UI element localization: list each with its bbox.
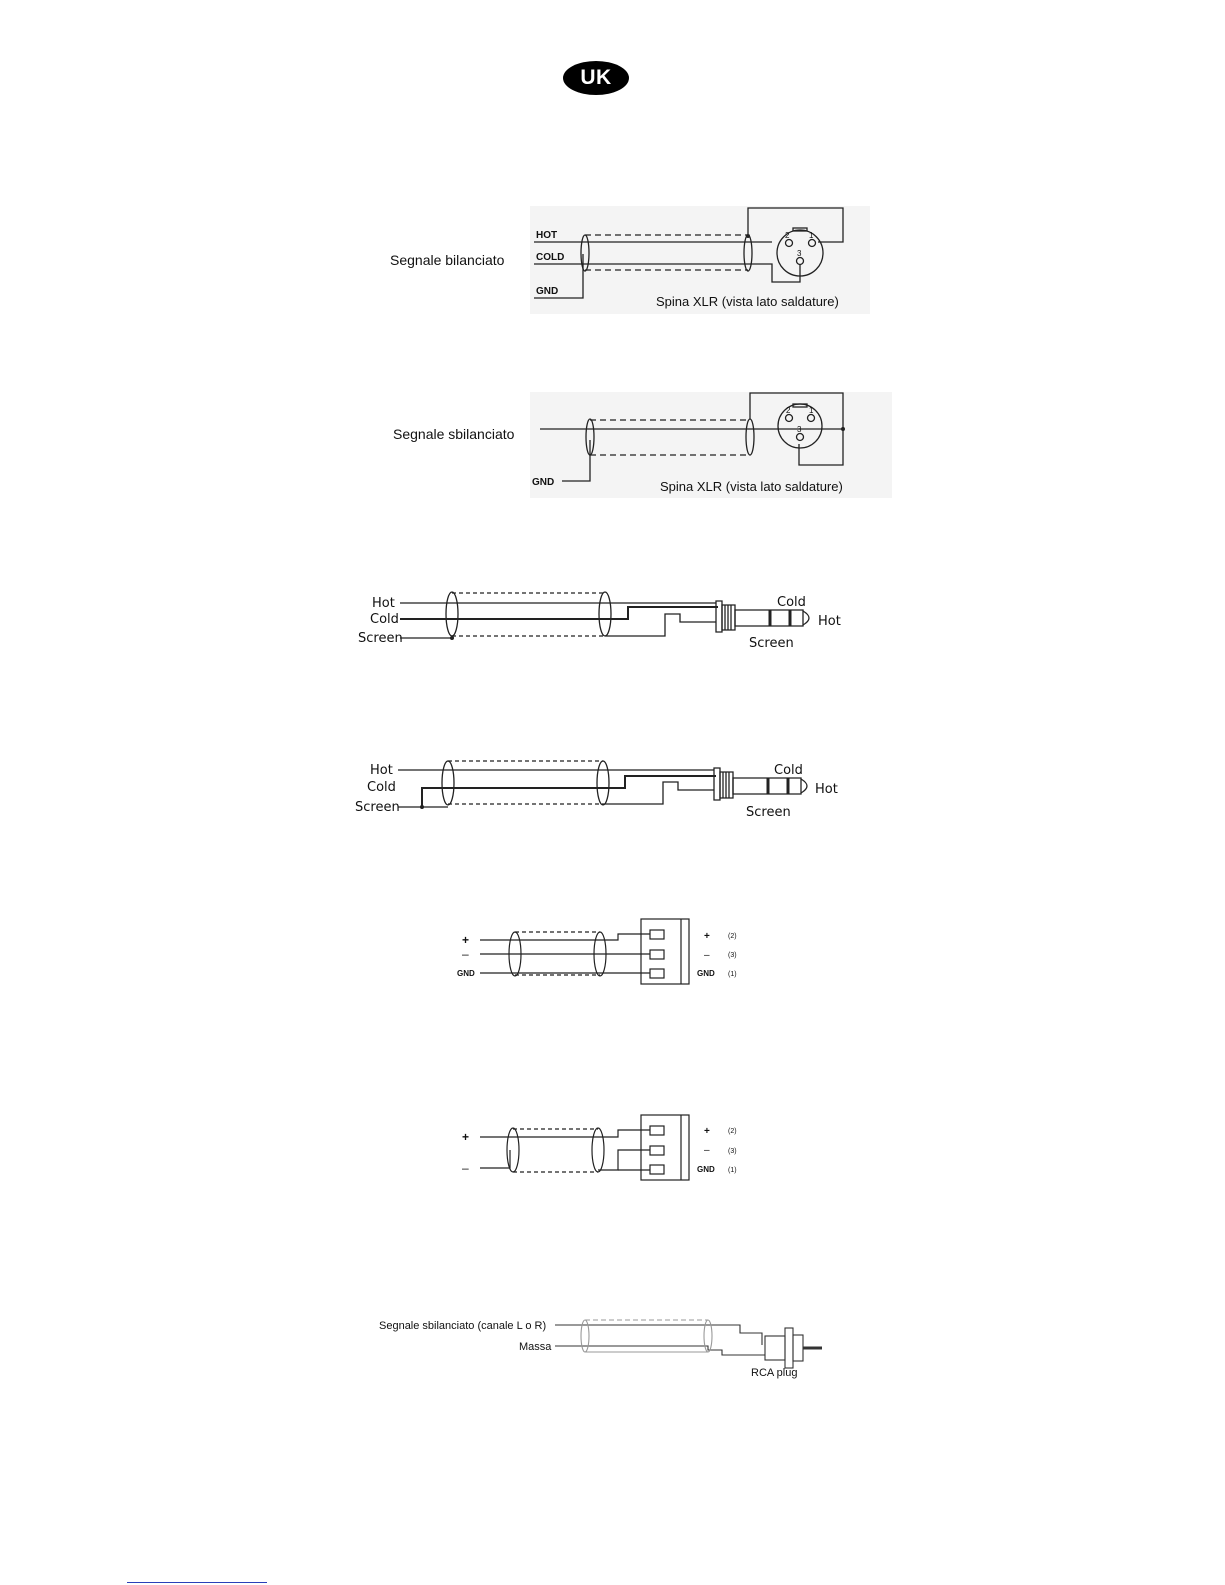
rca-plug-sleeve bbox=[793, 1335, 803, 1361]
t-n2-label: (2) bbox=[728, 933, 737, 940]
ujack-screen-label: Screen bbox=[355, 800, 400, 815]
ujack-cold-label: Cold bbox=[367, 780, 396, 795]
t-n1-label: (1) bbox=[728, 971, 737, 978]
rca-ground-label: Massa bbox=[519, 1341, 552, 1353]
rca-signal-wire bbox=[555, 1325, 762, 1345]
term-plus-label: + bbox=[462, 933, 470, 947]
ujack-hot-label: Hot bbox=[370, 763, 393, 778]
pin-3-label: 3 bbox=[797, 249, 802, 258]
ujack-sleeve-screen-label: Screen bbox=[746, 805, 791, 820]
uterm-plus-label: + bbox=[462, 1130, 470, 1144]
ut-n3-label: (3) bbox=[728, 1148, 737, 1155]
u-pin-2-label: 2 bbox=[786, 406, 791, 415]
ujack-ring-cold-label: Cold bbox=[774, 763, 803, 778]
ut-n1-label: (1) bbox=[728, 1167, 737, 1174]
unbalanced-signal-label: Segnale sbilanciato bbox=[393, 426, 515, 442]
jack-cold-label: Cold bbox=[370, 612, 399, 627]
u-pin-1-label: 1 bbox=[809, 406, 814, 415]
badge-label: UK bbox=[580, 66, 612, 89]
jack-tip-hot-label: Hot bbox=[818, 614, 841, 629]
term-gnd-label: GND bbox=[457, 969, 475, 978]
t-plus-label: + bbox=[704, 931, 710, 942]
t-n3-label: (3) bbox=[728, 952, 737, 959]
xlr-connector-label: Spina XLR (vista lato saldature) bbox=[656, 294, 839, 309]
ut-n2-label: (2) bbox=[728, 1128, 737, 1135]
jack-hot-label: Hot bbox=[372, 596, 395, 611]
hot-label: HOT bbox=[536, 230, 558, 241]
balanced-signal-label: Segnale bilanciato bbox=[390, 252, 505, 268]
jack-sleeve-screen-label: Screen bbox=[749, 636, 794, 651]
jack-ring-cold-label: Cold bbox=[777, 595, 806, 610]
cold-label: COLD bbox=[536, 252, 565, 263]
unbalanced-gnd-label: GND bbox=[532, 477, 555, 488]
pin-2-label: 2 bbox=[785, 231, 790, 240]
t-minus-label: – bbox=[704, 950, 710, 961]
ut-gnd-label: GND bbox=[697, 1165, 715, 1174]
footer-link-underline bbox=[127, 1582, 267, 1583]
u-pin-3-label: 3 bbox=[797, 425, 802, 434]
gnd-label: GND bbox=[536, 286, 559, 297]
term-minus-label: – bbox=[462, 947, 469, 961]
rca-connector-label: RCA plug bbox=[751, 1367, 798, 1379]
rca-plug-body bbox=[765, 1336, 785, 1360]
ut-plus-label: + bbox=[704, 1126, 710, 1137]
uterm-minus-label: – bbox=[462, 1161, 469, 1175]
rca-signal-label: Segnale sbilanciato (canale L o R) bbox=[379, 1320, 547, 1332]
jack-screen-label: Screen bbox=[358, 631, 403, 646]
rca-plug-collar bbox=[785, 1328, 793, 1368]
t-gnd-label: GND bbox=[697, 969, 715, 978]
u-xlr-connector-label: Spina XLR (vista lato saldature) bbox=[660, 479, 843, 494]
ujack-tip-hot-label: Hot bbox=[815, 782, 838, 797]
ut-minus-label: – bbox=[704, 1145, 710, 1156]
pin-1-label: 1 bbox=[809, 231, 814, 240]
